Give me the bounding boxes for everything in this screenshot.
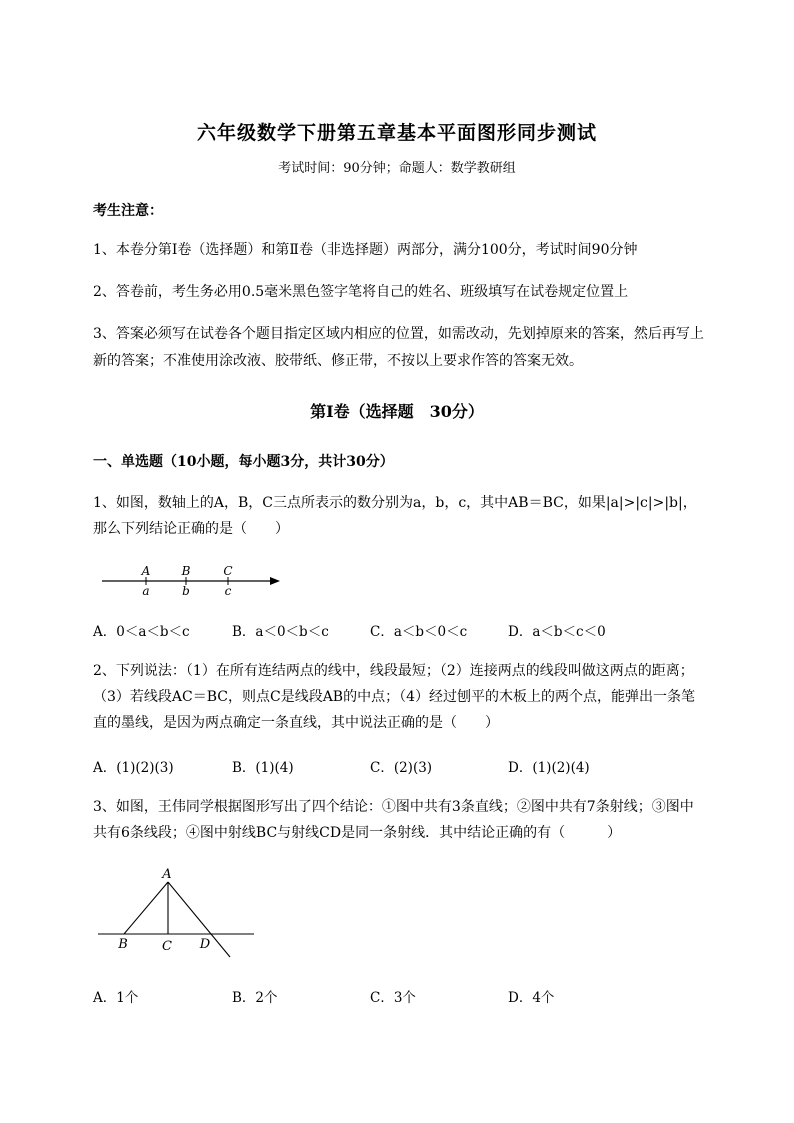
question-2-stem: 2、下列说法：（1）在所有连结两点的线中，线段最短；（2）连接两点的线段叫做这两点的距离； xyxy=(93,663,694,679)
page-title: 六年级数学下册第五章基本平面图形同步测试 xyxy=(196,122,597,144)
option-b: B．(1)(4) xyxy=(232,760,294,776)
option-c: C．3个 xyxy=(370,990,416,1006)
label-b: B xyxy=(118,937,128,952)
option-d: D．(1)(2)(4) xyxy=(508,760,590,776)
exam-subtitle: 考试时间：90分钟；命题人：数学教研组 xyxy=(278,161,516,176)
line-ab xyxy=(124,882,168,934)
question-3-stem: 3、如图，王伟同学根据图形写出了四个结论：①图中共有3条直线；②图中共有7条射线；③图中 xyxy=(93,799,694,815)
label-point-c: C xyxy=(223,564,233,578)
label-d: D xyxy=(199,937,211,952)
option-d: D．a＜b＜c＜0 xyxy=(508,624,606,640)
question-1-stem: 那么下列结论正确的是（ ） xyxy=(93,521,289,537)
option-c: C．a＜b＜0＜c xyxy=(370,624,468,640)
option-a: A．0＜a＜b＜c xyxy=(93,624,190,640)
label-value-a: a xyxy=(142,584,150,598)
notice-heading: 考生注意： xyxy=(93,203,163,219)
number-line-arrow xyxy=(270,577,280,585)
section-title: 第Ⅰ卷（选择题 30分） xyxy=(310,402,484,421)
option-a: A．1个 xyxy=(93,990,139,1006)
number-line-figure xyxy=(96,558,286,600)
option-a: A．(1)(2)(3) xyxy=(93,760,174,776)
label-a: A xyxy=(162,867,172,882)
notice-item: 3、答案必须写在试卷各个题目指定区域内相应的位置，如需改动，先划掉原来的答案，然后再写上新的答案；不准使用涂改液、胶带纸、修正带，不按以上要求作答的答案无效。 xyxy=(93,326,704,369)
question-2-stem: 直的墨线，是因为两点确定一条直线，其中说法正确的是（ ） xyxy=(93,715,499,731)
option-b: B．2个 xyxy=(232,990,278,1006)
label-value-c: c xyxy=(224,584,232,598)
label-value-b: b xyxy=(182,584,190,598)
part-heading: 一、单选题（10小题，每小题3分，共计30分） xyxy=(93,454,394,470)
question-3-stem: 共有6条线段；④图中射线BC与射线CD是同一条射线．其中结论正确的有（ ） xyxy=(93,825,622,841)
question-2-stem: （3）若线段AC＝BC，则点C是线段AB的中点；（4）经过刨平的木板上的两个点，能弹出一条笔 xyxy=(93,689,696,705)
label-point-a: A xyxy=(141,564,151,578)
question-1-stem: 1、如图，数轴上的A，B，C三点所表示的数分别为a，b，c，其中AB＝BC，如果|a|>|c|>|b|， xyxy=(93,495,697,511)
option-b: B．a＜0＜b＜c xyxy=(232,624,329,640)
geometry-figure xyxy=(94,862,264,964)
option-c: C．(2)(3) xyxy=(370,760,433,776)
label-point-b: B xyxy=(181,564,191,578)
notice-item: 2、答卷前，考生务必用0.5毫米黑色签字笔将自己的姓名、班级填写在试卷规定位置上 xyxy=(93,284,629,300)
notice-item: 1、本卷分第Ⅰ卷（选择题）和第Ⅱ卷（非选择题）两部分，满分100分，考试时间90分钟 xyxy=(93,242,638,258)
label-c: C xyxy=(162,939,172,954)
option-d: D．4个 xyxy=(508,990,555,1006)
